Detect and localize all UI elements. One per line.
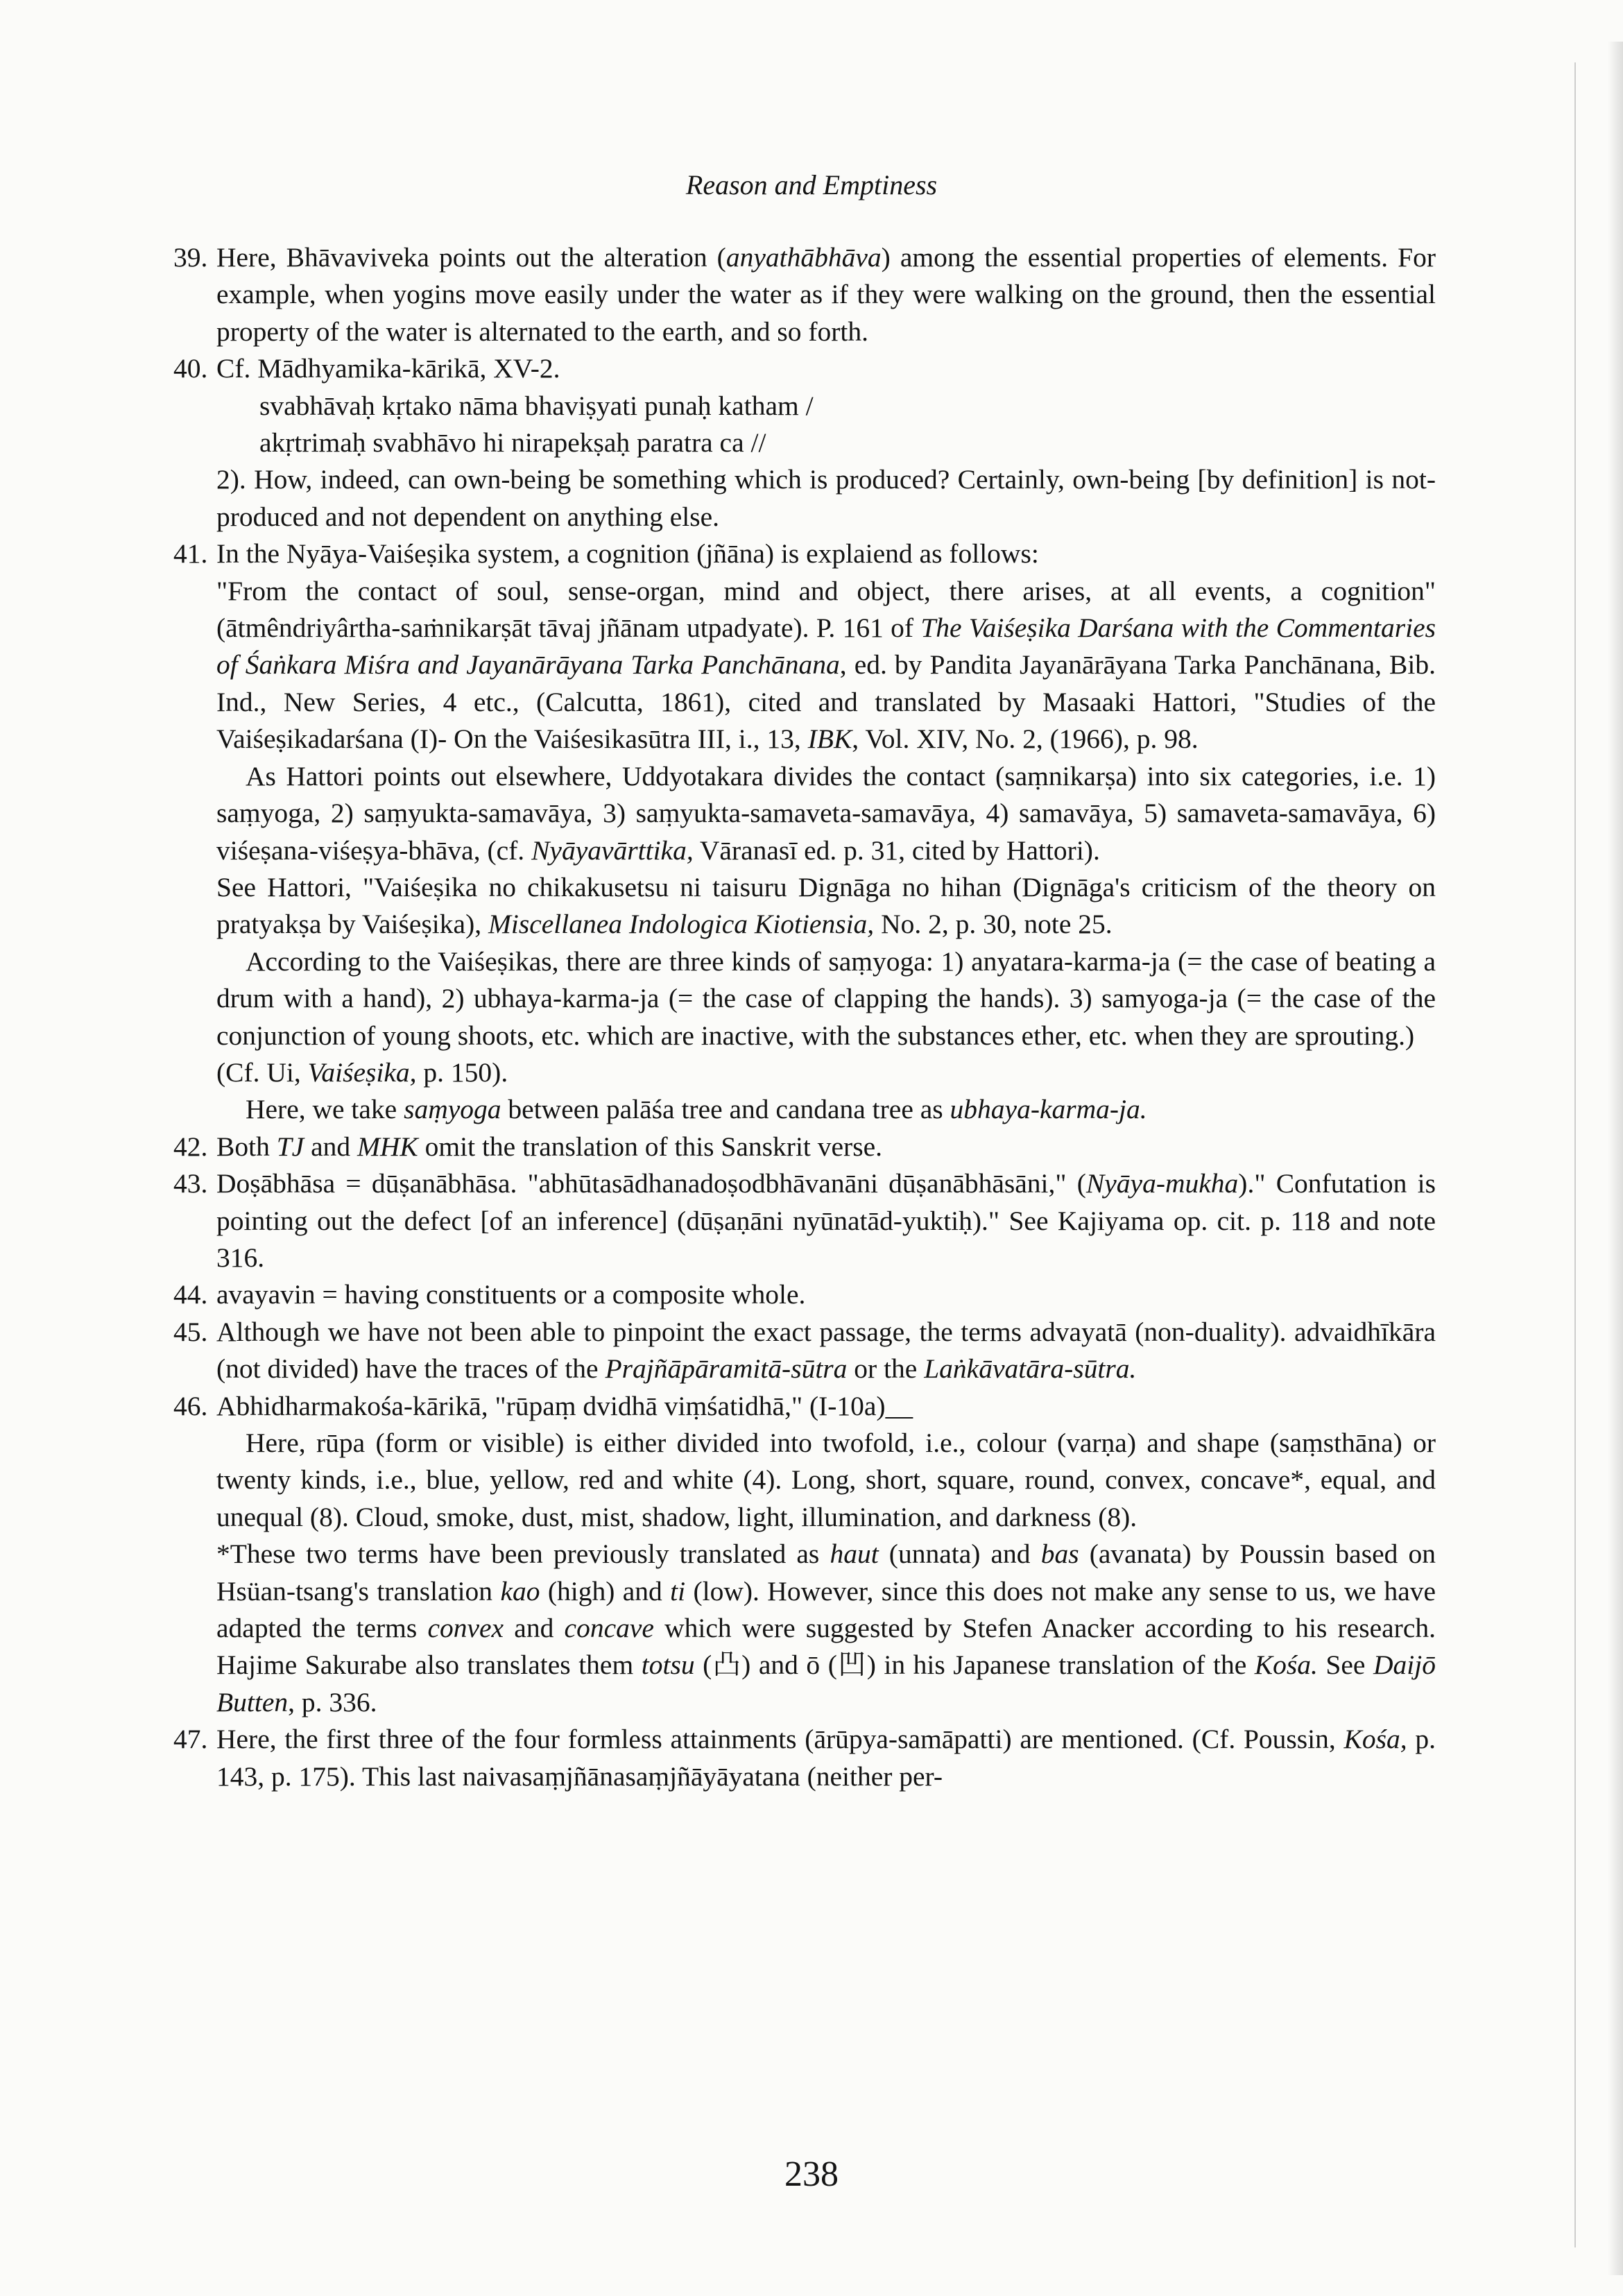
paragraph: (Cf. Ui, Vaiśeṣika, p. 150). — [216, 1056, 508, 1088]
footnote-paragraph: *These two terms have been previously translated as haut (unnata) and bas (avanata) by Poussin based on Hsüan-tsang's translation kao (high) and ti (low). However, since this does not make any sense to us, we have adapted the terms convex and concave which were suggested by Stefen Anacker according to his research. Hajime Sakurabe also translates them totsu (凸) and ō (凹) in his Japanese translation of the Kośa. See Daijō Butten, p. 336. — [216, 1539, 1436, 1717]
note-text: Abhidharmakośa-kārikā, "rūpaṃ dvidhā viṃśatidhā," (I-10a)__ — [216, 1390, 913, 1421]
note-44 — [173, 1276, 1436, 1313]
note-number: 47. — [173, 1724, 208, 1755]
verse-line: svabhāvaḥ kṛtako nāma bhaviṣyati punaḥ katham / — [259, 390, 814, 421]
note-text: In the Nyāya-Vaiśeṣika system, a cognition (jñāna) is explaiend as follows: — [216, 538, 1039, 569]
note-46 — [173, 1388, 1436, 1722]
note-number: 44. — [173, 1279, 208, 1310]
note-text: Here, Bhāvaviveka points out the alteration (anyathābhāva) among the essential properties of elements. For example, when yogins move easily under the water as if they were walking on the ground, then the essential property of the water is alternated to the earth, and so forth. — [216, 242, 1436, 347]
paragraph: See Hattori, "Vaiśeṣika no chikakusetsu ni taisuru Dignāga no hihan (Dignāga's criticism of the theory on pratyakṣa by Vaiśeṣika), Miscellanea Indologica Kiotiensia, No. 2, p. 30, note 25. — [216, 871, 1436, 940]
paragraph: According to the Vaiśeṣikas, there are three kinds of saṃyoga: 1) anyatara-karma-ja (= the case of beating a drum with a hand), 2) ubhaya-karma-ja (= the case of clapping the hands). 3) samyoga-ja (= the case of the conjunction of young shoots, etc. which are inactive, with the substances ether, etc. when they are sprouting.) — [216, 945, 1436, 1051]
paragraph: Here, rūpa (form or visible) is either divided into twofold, i.e., colour (varṇa) and shape (saṃsthāna) or twenty kinds, i.e., blue, yellow, red and white (4). Long, short, square, round, convex, concave*, equal, and unequal (8). Cloud, smoke, dust, mist, shadow, light, illumination, and darkness (8). — [216, 1428, 1436, 1532]
note-text: Here, the first three of the four formless attainments (ārūpya-samāpatti) are mentioned. (Cf. Poussin, Kośa, p. 143, p. 175). This last naivasaṃjñānasaṃjñāyāyatana (neither per- — [216, 1724, 1436, 1792]
note-number: 40. — [173, 353, 208, 384]
endnotes — [173, 239, 1436, 1795]
note-43 — [173, 1165, 1436, 1276]
note-text: Cf. Mādhyamika-kārikā, XV-2. — [216, 353, 560, 384]
scan-edge-shadow — [1608, 42, 1623, 2275]
page-number: 238 — [784, 2154, 839, 2194]
running-head: Reason and Emptiness — [685, 169, 938, 200]
note-number: 41. — [173, 538, 208, 569]
note-41 — [173, 536, 1436, 1129]
note-number: 46. — [173, 1390, 208, 1421]
note-42 — [173, 1129, 1436, 1165]
verse-line: akṛtrimaḥ svabhāvo hi nirapekṣaḥ paratra ca // — [259, 427, 766, 459]
quoted-paragraph: "From the contact of soul, sense-organ, mind and object, there arises, at all events, a cognition" (ātmêndriyârtha-saṁnikarṣāt tāvaj jñānam utpadyate). P. 161 of The Vaiśeṣika Darśana with the Commentaries of Śaṅkara Miśra and Jayanārāyana Tarka Panchānana, ed. by Pandita Jayanārāyana Tarka Panchānana, Bib. Ind., New Series, 4 etc., (Calcutta, 1861), cited and translated by Masaaki Hattori, "Studies of the Vaiśeṣikadarśana (I)- On the Vaiśesikasūtra III, i., 13, IBK, Vol. XIV, No. 2, (1966), p. 98. — [216, 575, 1436, 755]
verse-translation: 2). How, indeed, can own-being be something which is produced? Certainly, own-being [by definition] is not-produced and not dependent on anything else. — [216, 464, 1436, 532]
note-text: Although we have not been able to pinpoint the exact passage, the terms advayatā (non-duality). advaidhīkāra (not divided) have the traces of the Prajñāpāramitā-sūtra or the Laṅkāvatāra-sūtra. — [216, 1316, 1436, 1385]
note-text: avayavin = having constituents or a composite whole. — [216, 1279, 806, 1310]
paragraph: Here, we take saṃyoga between palāśa tree and candana tree as ubhaya-karma-ja. — [246, 1094, 1147, 1125]
scan-edge-line — [1574, 62, 1576, 2247]
note-text: Both TJ and MHK omit the translation of this Sanskrit verse. — [216, 1131, 882, 1162]
note-45 — [173, 1314, 1436, 1388]
note-number: 45. — [173, 1316, 208, 1347]
note-39 — [173, 239, 1436, 350]
note-number: 43. — [173, 1168, 208, 1199]
note-text: Doṣābhāsa = dūṣanābhāsa. "abhūtasādhanadoṣodbhāvanāni dūṣanābhāsāni," (Nyāya-mukha)." Confutation is pointing out the defect [of an inference] (dūṣaṇāni nyūnatād-yuktiḥ)." See Kajiyama op. cit. p. 118 and note 316. — [216, 1168, 1436, 1273]
note-47 — [173, 1721, 1436, 1795]
note-number: 42. — [173, 1131, 208, 1162]
note-40 — [173, 350, 1436, 536]
note-number: 39. — [173, 242, 208, 273]
paragraph: As Hattori points out elsewhere, Uddyotakara divides the contact (saṃnikarṣa) into six categories, i.e. 1) saṃyoga, 2) saṃyukta-samavāya, 3) saṃyukta-samaveta-samavāya, 4) samavāya, 5) samaveta-samavāya, 6) viśeṣana-viśeṣya-bhāva, (cf. Nyāyavārttika, Vāranasī ed. p. 31, cited by Hattori). — [216, 760, 1436, 866]
